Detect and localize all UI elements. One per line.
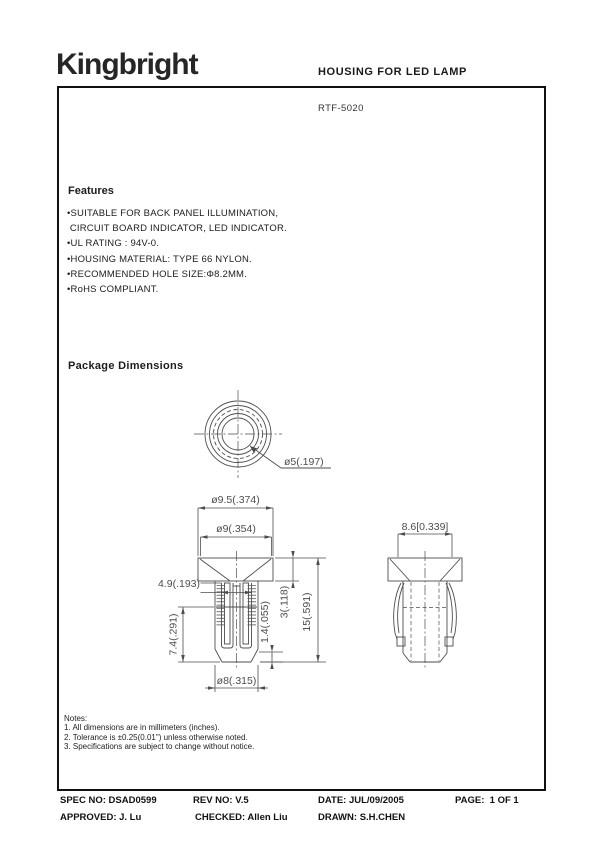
dim-body-diameter: ø8(.315): [216, 675, 257, 687]
dim-leg-length: 7.4(.291): [167, 613, 180, 656]
document-title: HOUSING FOR LED LAMP: [318, 66, 467, 78]
note-item: 2. Tolerance is ±0.25(0.01") unless otherwise noted.: [64, 732, 248, 742]
dim-inner-diameter: ø5(.197): [284, 456, 324, 468]
footer-rev-no: REV NO: V.5: [193, 795, 249, 806]
feature-item: CIRCUIT BOARD INDICATOR, LED INDICATOR.: [67, 223, 287, 235]
package-dimensions-heading: Package Dimensions: [68, 360, 184, 372]
features-heading: Features: [68, 185, 114, 197]
dim-tip-height: 1.4(.055): [259, 600, 271, 644]
dim-slot-span: 4.9(.193): [157, 578, 200, 590]
side-view-drawing: [388, 532, 462, 670]
feature-item: •HOUSING MATERIAL: TYPE 66 NYLON.: [67, 253, 252, 265]
feature-item: •RECOMMENDED HOLE SIZE:Φ8.2MM.: [67, 268, 248, 280]
feature-item: •SUITABLE FOR BACK PANEL ILLUMINATION,: [67, 208, 279, 219]
footer-approved: APPROVED: J. Lu: [60, 812, 142, 823]
dimension-labels: [158, 456, 448, 687]
part-number: RTF-5020: [318, 103, 364, 114]
footer-drawn: DRAWN: S.H.CHEN: [318, 812, 406, 823]
kingbright-logo: Kingbright: [56, 48, 198, 81]
dim-cone-diameter: ø9(.354): [216, 523, 256, 535]
notes-section: [64, 714, 254, 752]
dim-side-width: 8.6[0.339]: [401, 521, 449, 533]
notes-heading: Notes:: [64, 714, 88, 723]
footer-checked: CHECKED: Allen Liu: [195, 812, 288, 823]
dim-flange-diameter: ø9.5(.374): [211, 494, 260, 506]
dim-overall-height: 15(.591): [301, 592, 313, 632]
footer-page: PAGE: 1 OF 1: [455, 795, 519, 806]
footer-date: DATE: JUL/09/2005: [318, 795, 404, 806]
footer-spec-no: SPEC NO: DSAD0599: [60, 795, 157, 806]
feature-item: •RoHS COMPLIANT.: [67, 284, 159, 296]
feature-item: •UL RATING : 94V-0.: [67, 238, 160, 250]
note-item: 1. All dimensions are in millimeters (inches).: [64, 723, 220, 733]
dim-flange-height: 3(.118): [278, 585, 291, 619]
note-item: 3. Specifications are subject to change without notice.: [64, 742, 255, 752]
